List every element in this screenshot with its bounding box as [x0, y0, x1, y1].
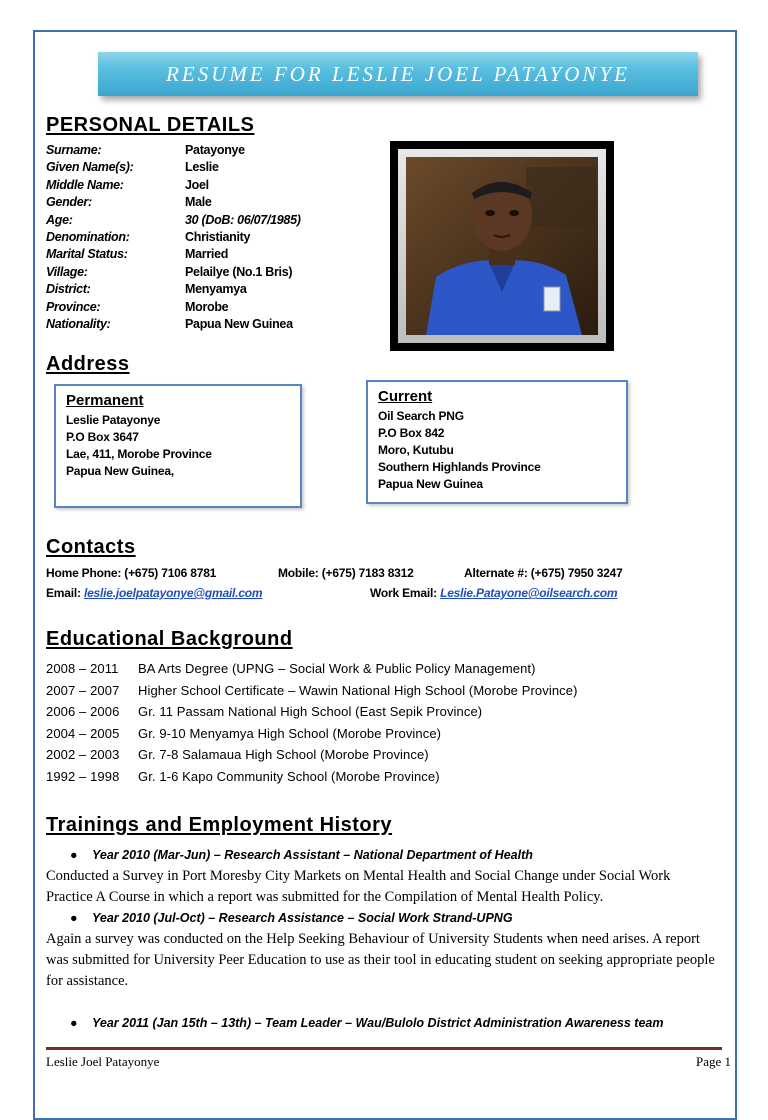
employment-item-title	[70, 1016, 663, 1030]
education-desc: BA Arts Degree (UPNG – Social Work & Public Policy Management)	[138, 661, 536, 676]
address-line: P.O Box 842	[378, 426, 445, 440]
detail-label: Village:	[46, 264, 88, 279]
detail-value: Married	[185, 247, 229, 262]
mobile-phone: Mobile: (+675) 7183 8312	[278, 566, 414, 580]
education-row	[46, 704, 482, 719]
education-years: 2006 – 2006	[46, 704, 120, 719]
detail-value: Christianity	[185, 229, 251, 244]
detail-row-gender	[46, 194, 301, 211]
education-years: 2007 – 2007	[46, 683, 120, 698]
detail-label: Nationality:	[46, 316, 111, 331]
footer-divider	[46, 1047, 722, 1050]
detail-label: Denomination:	[46, 229, 130, 244]
person-photo-icon	[406, 157, 598, 335]
employment-title: Year 2010 (Mar-Jun) – Research Assistant – National Department of Health	[92, 848, 533, 862]
education-desc: Gr. 11 Passam National High School (East Sepik Province)	[138, 704, 483, 719]
detail-row-surname	[46, 142, 301, 159]
permanent-address-box	[54, 384, 302, 508]
title-banner	[98, 52, 698, 96]
detail-label: Given Name(s):	[46, 160, 134, 175]
profile-photo	[406, 157, 598, 335]
education-years: 2004 – 2005	[46, 726, 120, 741]
detail-label: Age:	[46, 212, 73, 227]
employment-title: Year 2011 (Jan 15th – 13th) – Team Leader – Wau/Bulolo District Administration Awareness team	[92, 1016, 664, 1030]
education-heading: Educational Background	[46, 628, 293, 650]
address-line: Moro, Kutubu	[378, 443, 454, 457]
current-address-title: Current	[378, 388, 433, 405]
education-desc: Gr. 9-10 Menyamya High School (Morobe Province)	[138, 726, 442, 741]
detail-value: Pelailye (No.1 Bris)	[185, 264, 293, 279]
detail-row-province	[46, 299, 301, 316]
detail-value: 30 (DoB: 06/07/1985)	[185, 212, 301, 227]
permanent-address-title: Permanent	[66, 392, 144, 409]
bullet-icon: ●	[70, 848, 78, 862]
personal-details-list	[46, 142, 301, 333]
bullet-icon: ●	[70, 911, 78, 925]
work-email-label: Work Email:	[370, 586, 437, 600]
address-line: Leslie Patayonye	[66, 413, 161, 427]
education-years: 1992 – 1998	[46, 769, 120, 784]
phone-line	[46, 566, 623, 580]
alternate-phone: Alternate #: (+675) 7950 3247	[464, 566, 623, 580]
detail-value: Patayonye	[185, 143, 245, 157]
detail-row-district	[46, 281, 301, 298]
education-row	[46, 683, 578, 698]
detail-row-village	[46, 264, 301, 281]
resume-title: RESUME FOR LESLIE JOEL PATAYONYE	[166, 61, 630, 86]
personal-email-link[interactable]: leslie.joelpatayonye@gmail.com	[83, 586, 263, 600]
email-label: Email:	[46, 586, 81, 600]
employment-item-title	[70, 848, 533, 862]
employment-heading: Trainings and Employment History	[46, 814, 393, 836]
detail-value: Papua New Guinea	[185, 316, 293, 331]
current-address-box	[366, 380, 628, 504]
employment-description: Conducted a Survey in Port Moresby City Markets on Mental Health and Social Change under Social Work Practice A Course in which a report was submitted for the Compilation of Mental Health Policy.	[46, 868, 671, 905]
education-desc: Gr. 1-6 Kapo Community School (Morobe Province)	[138, 769, 440, 784]
detail-value: Joel	[185, 177, 209, 192]
employment-description: Again a survey was conducted on the Help Seeking Behaviour of University Students when need arises. A report was submitted for University Peer Education to use as their tool in educating student on seeking appropriate people for assistance.	[46, 931, 715, 989]
address-line: Papua New Guinea	[378, 477, 483, 491]
education-row	[46, 769, 440, 784]
detail-row-given-names	[46, 159, 301, 176]
work-email-link[interactable]: Leslie.Patayone@oilsearch.com	[440, 586, 618, 600]
education-years: 2002 – 2003	[46, 747, 120, 762]
detail-label: District:	[46, 282, 91, 297]
contacts-heading: Contacts	[46, 536, 136, 558]
employment-title: Year 2010 (Jul-Oct) – Research Assistance – Social Work Strand-UPNG	[92, 911, 513, 925]
education-desc: Gr. 7-8 Salamaua High School (Morobe Province)	[138, 747, 429, 762]
address-line: P.O Box 3647	[66, 430, 139, 444]
address-heading: Address	[46, 353, 130, 375]
detail-label: Gender:	[46, 195, 92, 210]
detail-label: Marital Status:	[46, 247, 128, 262]
profile-photo-frame	[390, 141, 614, 351]
education-row	[46, 726, 441, 741]
detail-label: Middle Name:	[46, 177, 124, 192]
detail-row-age	[46, 212, 301, 229]
email-line	[46, 586, 686, 600]
education-years: 2008 – 2011	[46, 661, 119, 676]
address-line: Papua New Guinea,	[66, 464, 174, 478]
address-line: Oil Search PNG	[378, 409, 464, 423]
detail-value: Male	[185, 195, 212, 210]
education-row	[46, 747, 429, 762]
detail-value: Morobe	[185, 299, 229, 314]
education-desc: Higher School Certificate – Wawin National High School (Morobe Province)	[138, 683, 578, 698]
education-row	[46, 661, 536, 676]
detail-row-denomination	[46, 229, 301, 246]
detail-value: Menyamya	[185, 282, 247, 297]
detail-label: Province:	[46, 299, 101, 314]
address-line: Southern Highlands Province	[378, 460, 541, 474]
home-phone: Home Phone: (+675) 7106 8781	[46, 566, 217, 580]
bullet-icon: ●	[70, 1016, 78, 1030]
detail-value: Leslie	[185, 160, 219, 175]
detail-row-nationality	[46, 316, 301, 333]
footer-author: Leslie Joel Patayonye	[46, 1054, 160, 1069]
address-line: Lae, 411, Morobe Province	[66, 447, 212, 461]
detail-label: Surname:	[46, 143, 102, 157]
page-number: Page 1	[695, 1054, 731, 1069]
employment-item-title	[70, 911, 513, 925]
personal-details-heading: PERSONAL DETAILS	[46, 114, 255, 136]
detail-row-middle-name	[46, 177, 301, 194]
detail-row-marital-status	[46, 246, 301, 263]
